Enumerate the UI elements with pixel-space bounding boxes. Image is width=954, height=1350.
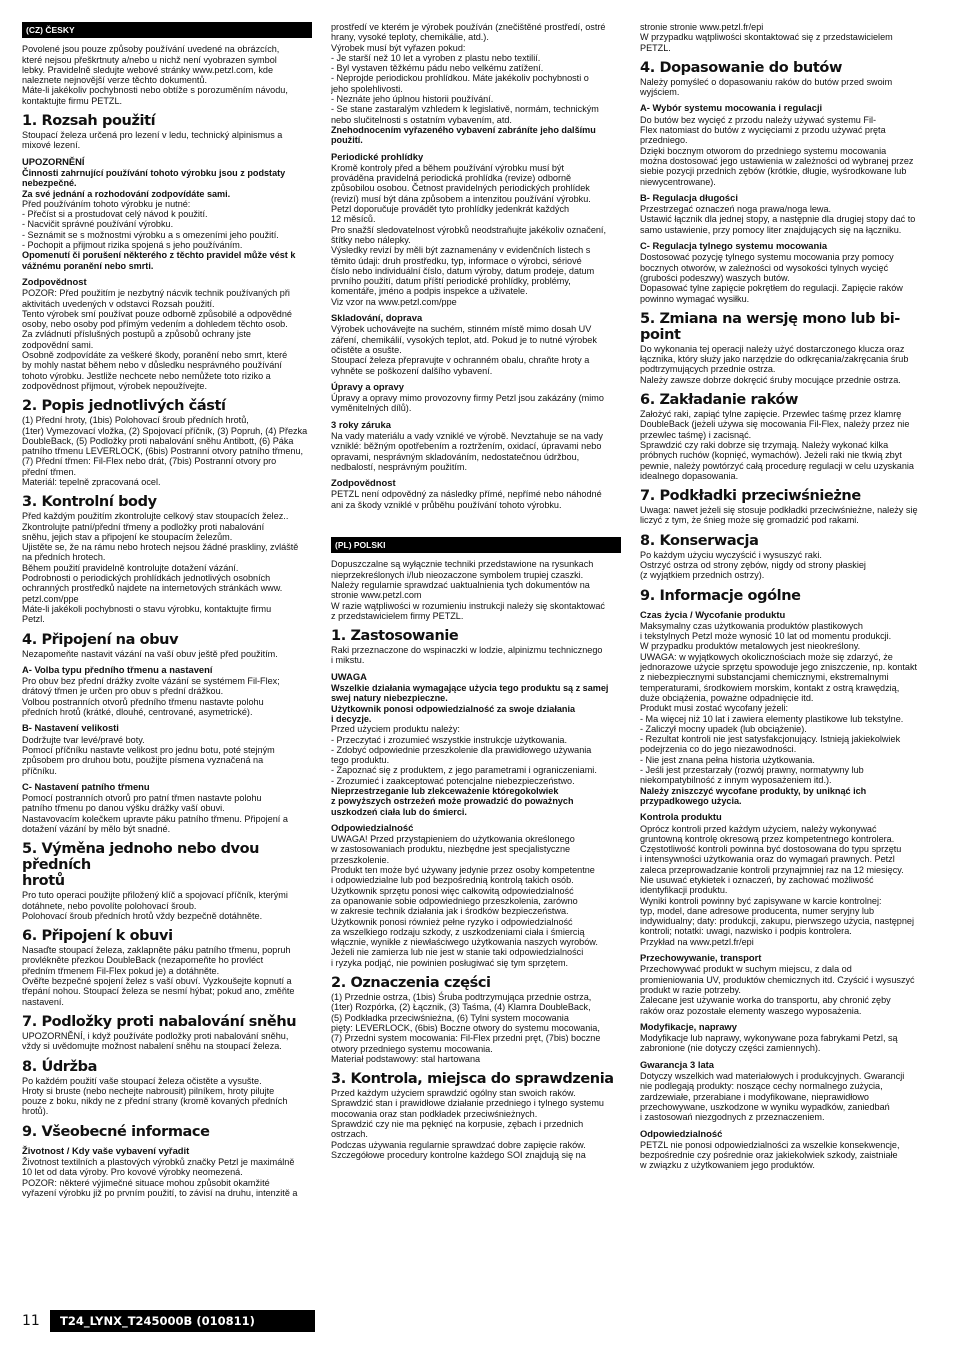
cz-warranty-title: 3 roky záruka — [331, 418, 391, 430]
cz-sub-a-title: A- Volba typu předního třmenu a nastavení — [22, 663, 213, 675]
cz-heading-1: 1. Rozsah použití — [22, 113, 156, 130]
pl-warranty-text: Dotyczy wszelkich wad materiałowych i produkcyjnych. Gwarancji nie podlegają produkty: noszące cechy normalnego zużycia, zardzewiałe, przerabiane i modyfikowane, nieprawidłowo przechowywane, uszkodzone w wyniku wypadków, zaniedbań i zastosowań niezgodnych z przeznaczeniem. — [640, 1071, 905, 1123]
cz-responsibility-title: Zodpovědnost — [22, 275, 87, 287]
document-reference: T24_LYNX_T245000B (010811) — [50, 1310, 315, 1332]
cz-heading-3: 3. Kontrolní body — [22, 494, 157, 511]
column-3 — [640, 22, 930, 1310]
pl-section-7: Uwaga: nawet jeżeli się stosuje podkładki przeciwśnieżne, należy się liczyć z tym, że śnieg może się gromadzić pod rakami. — [640, 505, 918, 526]
cz-warning-title: UPOZORNĚNÍ — [22, 155, 85, 167]
pl-section-3: Przed każdym użyciem sprawdzić ogólny stan swoich raków. Sprawdzić stan i prawidłowe działanie przedniego i tylnego systemu mocowania oraz stan podkładek przeciwśnieżnych. Sprawdzić czy nie ma pęknięć na korpusie, zębach i przednich ostrzach. Podczas używania regularnie sprawdzać dobre zapięcie raków. Szczegółowe procedury kontrolne każdego SOI znajdują się na — [331, 1088, 604, 1160]
pl-liability-title: Odpowiedzialność — [640, 1127, 723, 1139]
pl-section-8: Po każdym użyciu wyczyścić i wysuszyć raki. Ostrzyć ostrza od strony zębów, nigdy od strony płaskiej (z wyjątkiem przednich ostrzy). — [640, 549, 866, 581]
pl-heading-7: 7. Podkładki przeciwśnieżne — [640, 488, 861, 505]
pl-section-2: (1) Przednie ostrza, (1bis) Śruba podtrzymująca przednie ostrza, (1ter) Rozpórka, (2) Łącznik, (3) Taśma, (4) Klamra DoubleBack, (5) Podkładka przeciwśnieżna, (6) Tylni system mocowania pięty: LEVERLOCK, (6bis) Boczne otwory do systemu mocowania, (7) Przedni system mocowania: Fil-Flex przedni pręt, (7bis) boczne otwory przedniego systemu mocowania. Materiał podstawowy: stal hartowana — [331, 992, 601, 1064]
cz-lifetime-text: Životnost textilních a plastových výrobků značky Petzl je maximálně 10 let od data výroby. Pro kovové výrobky neomezená. POZOR: některé výjimečné situace mohou způsobit okamžité vyřazení výrobku již po prvním použití, to závisí na druhu, intenzitě a — [22, 1157, 298, 1198]
pl-warning-text: Przed użyciem produktu należy: - Przeczytać i zrozumieć wszystkie instrukcje użytkowania. - Zdobyć odpowiednie przeszkolenie dla prawidłowego używania tego produktu. - Zapoznać się z produktem, z jego parametrami i ograniczeniami. - Zrozumieć i zaakceptować potencjalne niebezpieczeństwo. — [331, 724, 597, 786]
cz-section-8: Po každém použití vaše stoupací železa očistěte a vysušte. Hroty si bruste (nebo nechejte nabrousit) pilníkem, hroty pilujte pouze z boku, nikdy ne z přední strany (kromě kovaných předních hrotů). — [22, 1075, 288, 1117]
cz-section-5: Pro tuto operaci použijte přiložený klíč a spojovací příčník, kterými dotáhnete, nebo povolíte polohovací šroub. Polohovací šroub předních hrotů vždy bezpečně dotáhněte. — [22, 890, 288, 921]
column-2 — [331, 22, 621, 1310]
pl-heading-6: 6. Zakładanie raków — [640, 392, 799, 409]
column-1 — [22, 22, 312, 1310]
cz-heading-5: 5. Výměna jednoho nebo dvou předních hrotů — [22, 841, 260, 890]
pl-sub-a-text: Do butów bez wycięć z przodu należy używać systemu Fil- Flex natomiast do butów z wycięciami z przodu używać pręta przedniego. Dzięki bocznym otworom do przedniego systemu mocowania można dostosować jego ustawienia w zależności od wybranej przez siebie pozycji przednich zębów (krótkie, długie, wyśrodkowane lub niewycentrowane). — [640, 114, 914, 187]
pl-sub-b-text: Przestrzegać oznaczeń noga prawa/noga lewa. Ustawić łącznik dla jednej stopy, a następnie dla drugiej stopy dać to samo ustawienie, przy pomocy liter znajdujących się na łączniku. — [640, 204, 916, 235]
cz-sub-b-text: Dodržujte tvar levé/pravé boty. Pomocí příčníku nastavte velikost pro jednu botu, poté stejným způsobem pro druhou botu, použijte písmena vyznačená na příčníku. — [22, 734, 275, 776]
pl-sub-a-title: A- Wybór systemu mocowania i regulacji — [640, 102, 823, 114]
pl-heading-5: 5. Zmiana na wersję mono lub bi-point — [640, 310, 900, 343]
cz-sub-c-text: Pomocí postranních otvorů pro patní třmen nastavte polohu patního třmenu po danou výšku drážky vaší obuvi. Nastavovacím kolečkem upravte páku patního třmenu. Připojení a dotažení vázání by mělo být snadné. — [22, 793, 288, 834]
cz-heading-6: 6. Připojení k obuvi — [22, 928, 173, 945]
cz-storage-text: Výrobek uchovávejte na suchém, stinném místě mimo dosah UV záření, chemikálií, vysokých teplot, atd. Pokud je to nutné výrobek očistěte a osušte. Stoupací železa přepravujte v ochranném obalu, chraňte hroty a vyhněte se poškození dalšího vybavení. — [331, 324, 597, 376]
section-spacer — [331, 510, 621, 537]
pl-periodic-text: Oprócz kontroli przed każdym użyciem, należy wykonywać gruntowną kontrolę okresową przez kompetentnego kontrolera. Częstotliwość kontroli powinna być dostosowana do typu sprzętu i intensywności użytkowania oraz do wymagań prawnych. Petzl zaleca przeprowadzanie kontroli przynajmniej raz na 12 miesięcy. Nie usuwać etykietek i oznaczeń, by zachować możliwość identyfikacji produktu. Wyniki kontroli powinny być zapisywane w karcie kontrolnej: typ, model, dane adresowe producenta, numer seryjny lub indywidualny; daty: produkcji, zakupu, pierwszego użycia, następnej kontroli; notatki: uwagi, nazwisko i podpis kontrolera. Przykład na www.petzl.fr/epi — [640, 823, 914, 947]
page-number: 11 — [22, 1313, 40, 1329]
pl-heading-4: 4. Dopasowanie do butów — [640, 59, 842, 76]
pl-section-1: Raki przeznaczone do wspinaczki w lodzie, alpinizmu technicznego i mikstu. — [331, 645, 603, 666]
cz-warning-bold: Činnosti zahrnující používání tohoto výrobku jsou z podstaty nebezpečné. Za své jednání a rozhodování zodpovídáte sami. — [22, 167, 286, 199]
cz-periodic-title: Periodické prohlídky — [331, 150, 424, 162]
cz-sub-a-text: Pro obuv bez přední drážky zvolte vázání se systémem Fil-Flex; drátový třmen je určen pro obuv s přední drážkou. Volbou postranních otvorů předního třmenu nastavte polohu předních hrotů (krátké, dlouhé, centrované, asymetrické). — [22, 676, 280, 718]
pl-warning-bold-2: Nieprzestrzeganie lub zlekceważenie któregokolwiek z powyższych ostrzeżeń może prowadzić do poważnych uszkodzeń ciała lub do śmierci. — [331, 786, 574, 817]
cz-heading-4: 4. Připojení na obuv — [22, 631, 179, 648]
pl-section-5: Do wykonania tej operacji należy użyć dostarczonego klucza oraz łącznika, który służy jako narzędzie do odkręcania/zakręcania śrub podtrzymujących przednie ostrza. Należy zawsze dobrze dokręcić śruby mocujące przednie ostrza. — [640, 343, 909, 385]
pl-sub-c-text: Dostosować pozycję tylnego systemu mocowania przy pomocy bocznych otworów, w zależności od wysokości tylnych wycięć (grubości podeszwy) waszych butów. Dopasować tylne zapięcie pokrętłem do regulacji. Zapięcie raków powinno wymagać wysiłku. — [640, 252, 903, 304]
cz-sub-b-title: B- Nastavení velikosti — [22, 722, 119, 734]
cz-liability-text: PETZL není odpovědný za následky přímé, nepřímé nebo náhodné ani za škody vzniklé v průběhu používání tohoto výrobku. — [331, 489, 602, 510]
pl-modification-text: Modyfikacje lub naprawy, wykonywane poza fabrykami Petzl, są zabronione (nie dotyczy części zamiennych). — [640, 1033, 898, 1054]
cz-section-6: Nasaďte stoupací železa, zaklapněte páku patního třmenu, popruh provlékněte přezkou DoubleBack (nezapomeňte ho provléct předním třmenem Fil-Flex pokud je) a dotáhněte. Ověřte bezpečné spojení želez s vaší obuví. Vyzkoušejte kopnutí a třepání nohou. Stoupací železa se nesmí hýbat; pokud ano, změňte nastavení. — [22, 945, 295, 1007]
cz-heading-8: 8. Údržba — [22, 1058, 97, 1075]
cz-responsibility-text: POZOR: Před použitím je nezbytný nácvik technik používaných při aktivitách uvedených v odstavci Rozsah použití. Tento výrobek smí používat pouze odborně způsobilé a odpovědné osoby, nebo osoby pod přímým vedením a dohledem těchto osob. Za zvládnutí příslušných postupů a způsobů ochrany jste zodpovědní sami. Osobně zodpovídáte za veškeré škody, poranění nebo smrt, které by mohly nastat během nebo v důsledku nesprávného používání tohoto výrobku. Jestliže nechcete nebo nemůžete toto riziko a zodpovědnost přijmout, výrobek nepoužívejte. — [22, 288, 292, 391]
pl-heading-3: 3. Kontrola, miejsca do sprawdzenia — [331, 1071, 614, 1088]
cz-periodic-text: Kromě kontroly před a během používání výrobku musí být prováděna pravidelná periodická prohlídka (revize) odborně způsobilou osobou. Četnost pravidelných periodických prohlídek (revizí) musí být dána způsobem a intenzitou používání výrobku. Petzl doporučuje provádět tyto prohlídky jedenkrát každých 12 měsíců. Pro snažší sledovatelnost výrobků neodstraňujte jakékoliv označení, štítky nebo nálepky. Výsledky revizí by měli být zaznamenány v evidenčních listech s těmito údaji: druh prostředku, typ, informace o výrobci, sériové číslo nebo individuální číslo, datum výroby, datum prodeje, datum prvního použití, datum příští periodické prohlídky, problémy, komentáře, jméno a podpis inspekce a uživatele. Viz vzor na www.petzl.com/ppe — [331, 162, 606, 307]
pl-warning-title: UWAGA — [331, 670, 367, 682]
cz-section-1: Stoupací železa určená pro lezení v ledu, technický alpinismus a mixové lezení. — [22, 130, 283, 151]
pl-warning-bold: Wszelkie działania wymagające użycia tego produktu są z samej swej natury niebezpieczne. Użytkownik ponosi odpowiedzialność za swoje działania i decyzje. — [331, 683, 609, 724]
pl-responsibility-title: Odpowiedzialność — [331, 821, 414, 833]
pl-lifetime-bold: Należy zniszczyć wycofane produkty, by uniknąć ich przypadkowego użycia. — [640, 785, 867, 806]
cz-intro: Povolené jsou pouze způsoby používání uvedené na obrázcích, které nejsou přeškrtnuty a/nebo u nichž není vyobrazen symbol lebky. Pravidelně sledujte webové stránky www.petzl.com, kde naleznete nejnovější verze těchto dokumentů. Máte-li jakékoliv pochybnosti nebo obtíže s porozuměním návodu, kontaktujte firmu PETZL. — [22, 44, 288, 106]
pl-liability-text: PETZL nie ponosi odpowiedzialności za wszelkie konsekwencje, bezpośrednie czy pośrednie oraz jakiekolwiek szkody, zaistniałe w związku z użytkowaniem jego produktów. — [640, 1139, 900, 1171]
pl-periodic-title: Kontrola produktu — [640, 811, 722, 823]
cz-modification-text: Úpravy a opravy mimo provozovny firmy Petzl jsou zakázány (mimo vyměnitelných dílů). — [331, 393, 604, 414]
page-footer — [22, 1310, 315, 1332]
cz-warning-bold-2: Opomenutí či porušení některého z těchto pravidel může vést k vážnému poranění nebo smrti. — [22, 250, 296, 271]
pl-responsibility-text: UWAGA! Przed przystąpieniem do użytkowania określonego w zastosowaniach produktu, niezbędne jest specjalistyczne przeszkolenie. Produkt ten może być używany jedynie przez osoby kompetentne i odpowiedzialne lub pod bezpośrednią kontrolą takich osób. Użytkownik sprzętu ponosi więc całkowitą odpowiedzialność za opanowanie sobie odpowiedniego przeszkolenia, zarówno w zakresie technik działania jak i środków bezpieczeństwa. Użytkownik ponosi również pełne ryzyko i odpowiedzialność za wszelkiego rodzaju szkody, z uszkodzeniami ciała i śmiercią włącznie, wynikłe z niewłaściwego użytkowania naszych wyrobów. Jeżeli nie zamierza lub nie jest w stanie taki odpowiedzialności i ryzyka podjąć, nie powinien posługiwać się tym sprzętem. — [331, 834, 598, 968]
cz-lifetime-text-cont: prostředí ve kterém je výrobek používán (znečištěné prostředí, ostré hrany, vysoké teploty, chemikálie, atd.). Výrobek musí být vyřazen pokud: - Je starší než 10 let a vyroben z plastu nebo textilií. - Byl vystaven těžkému pádu nebo velkému zatížení. - Neprojde periodickou prohlídkou. Máte jakékoliv pochybnosti o jeho spolehlivosti. - Neznáte jeho úplnou historii používání. - Se stane zastaralým vzhledem k legislativě, normám, technickým nebo slučitelnosti s ostatním vybavením, atd. — [331, 22, 606, 125]
pl-warranty-title: Gwarancja 3 lata — [640, 1058, 714, 1070]
cz-section-7: UPOZORNĚNÍ, i když používáte podložky proti nabalování sněhu, vždy si uvědomujte možnost nabalení sněhu na stoupací železa. — [22, 1030, 289, 1052]
pl-heading-2: 2. Oznaczenia części — [331, 975, 491, 992]
pl-storage-text: Przechowywać produkt w suchym miejscu, z dala od promieniowania UV, produktów chemicznych itd. Czyścić i wysuszyć produkt w razie potrzeby. Zalecane jest używanie worka do transportu, aby chronić zęby raków oraz pozostałe elementy waszego wyposażenia. — [640, 964, 915, 1016]
cz-storage-title: Skladování, doprava — [331, 312, 423, 324]
cz-heading-9: 9. Všeobecné informace — [22, 1123, 210, 1140]
pl-sub-b-title: B- Regulacja długości — [640, 191, 738, 203]
pl-modification-title: Modyfikacje, naprawy — [640, 1020, 737, 1032]
pl-storage-title: Przechowywanie, transport — [640, 952, 762, 964]
cz-section-3: Před každým použitím zkontrolujte celkový stav stoupacích želez.. Zkontrolujte patní/přední třmeny a podložky proti nabalování sněhu, jejich stav a připojení ke stoupacím železům. Ujistěte se, že na rámu nebo hrotech nejsou žádné praskliny, zvláště na předních hrotech. Během použití pravidelně kontrolujte dotažení vázání. Podrobnosti o periodických prohlídkách jednotlivých osobních ochranných prostředků najdete na internetových stránkách www. petzl.com/ppe Máte-li jakékoli pochybnosti o stavu výrobku, kontaktujte firmu Petzl. — [22, 511, 299, 625]
pl-sub-c-title: C- Regulacja tylnego systemu mocowania — [640, 240, 828, 252]
pl-heading-8: 8. Konserwacja — [640, 532, 759, 549]
cz-lifetime-title: Životnost / Kdy vaše vybavení vyřadit — [22, 1144, 190, 1156]
language-header-cz: (CZ) ČESKY — [22, 22, 312, 38]
pl-lifetime-text: Maksymalny czas użytkowania produktów plastikowych i tekstylnych Petzl może wynosić 10 lat od momentu produkcji. W przypadku produktów metalowych jest nieokreślony. UWAGA: w wyjątkowych okolicznościach może się zdarzyć, że jednorazowe użycie sprzętu spowoduje jego zniszczenie, np. kontakt z niebezpiecznymi substancjami chemicznymi, ekstremalnymi temperaturami, środkowiem morskim, kontakt z ostrą krawędzią, duże obciążenia, poważne odpadnięcie itd. Produkt musi zostać wycofany jeżeli: - Ma więcej niż 10 lat i zawiera elementy plastikowe lub tekstylne. - Zaliczył mocny upadek (lub obciążenie). - Rezultat kontroli nie jest satysfakcjonujący. Istnieją jakiekolwiek podejrzenia co do jego niezawodności. - Nie jest znana pełna historia użytkowania. - Jeśli jest przestarzały (rozwój prawny, normatywny lub niekompatybilność z innym wyposażeniem itd.). — [640, 620, 918, 786]
cz-lifetime-bold: Znehodnocením vyřazeného vybavení zabráníte jeho dalšímu použití. — [331, 124, 596, 146]
cz-sub-c-title: C- Nastavení patního třmenu — [22, 780, 150, 792]
pl-section-3-cont: stronie stronie www.petzl.fr/epi W przypadku wątpliwości skontaktować się z przedstawicielem PETZL. — [640, 22, 893, 53]
pl-section-6: Założyć raki, zapiąć tylne zapięcie. Przewlec taśmę przez klamrę DoubleBack (jeżeli używa się mocowania Fil-Flex, należy przez nie przewlec taśmę) i zacisnąć. Sprawdzić czy raki dobrze się trzymają. Należy wykonać kilka próbnych ruchów (kopnięć, wymachów). Jeżeli raki nie tkwią zbyt pewnie, należy powtórzyć całą procedurę regulacji w celu uzyskania idealnego dopasowania. — [640, 409, 914, 481]
language-header-pl: (PL) POLSKI — [331, 537, 621, 553]
pl-section-4: Należy pomyśleć o dopasowaniu raków do butów przed swoim wyjściem. — [640, 76, 893, 98]
cz-section-4: Nezapomeňte nastavit vázání na vaší obuv ještě před použitím. — [22, 648, 278, 659]
cz-warranty-text: Na vady materiálu a vady vzniklé ve výrobě. Nevztahuje se na vady vzniklé: běžným opotřebením a roztržením, oxidací, úpravami nebo opravami, nesprávným skladováním, nedostatečnou údržbou, nedbalostí, nesprávným použitím. — [331, 430, 603, 472]
cz-liability-title: Zodpovědnost — [331, 477, 396, 489]
pl-intro: Dopuszczalne są wyłącznie techniki przedstawione na rysunkach nieprzekreślonych i/lub nieozaczone symbolem trupiej czaszki. Należy regularnie sprawdzać uaktualnienia tych dokumentów na stronie www.petzl.com W razie wątpliwości w rozumieniu instrukcji należy się skontaktować z przedstawicielem firmy PETZL. — [331, 559, 605, 621]
pl-lifetime-title: Czas życia / Wycofanie produktu — [640, 608, 786, 620]
cz-warning-text: Před používáním tohoto výrobku je nutné: - Přečíst si a prostudovat celý návod k použití. - Nacvičit správné používání výrobku. - Seznámit se s možnostmi výrobku a s omezeními jeho použití. - Pochopit a přijmout rizika spojená s jeho používáním. — [22, 198, 279, 251]
cz-modification-title: Úpravy a opravy — [331, 380, 404, 392]
cz-heading-2: 2. Popis jednotlivých částí — [22, 398, 226, 415]
cz-section-2: (1) Přední hroty, (1bis) Polohovací šroub předních hrotů, (1ter) Vymezovací vložka, (2) Spojovací příčník, (3) Popruh, (4) Přezka DoubleBack, (5) Podložky proti nabalování sněhu Antibott, (6) Páka patního třmenu LEVERLOCK, (6bis) Postranní otvory patního třmenu, (7) Přední třmen: Fil-Flex nebo drát, (7bis) Postranní otvory pro přední třmen. Materiál: tepelně zpracovaná ocel. — [22, 415, 308, 487]
pl-heading-1: 1. Zastosowanie — [331, 628, 459, 645]
cz-heading-7: 7. Podložky proti nabalování sněhu — [22, 1013, 297, 1030]
pl-heading-9: 9. Informacje ogólne — [640, 587, 801, 604]
